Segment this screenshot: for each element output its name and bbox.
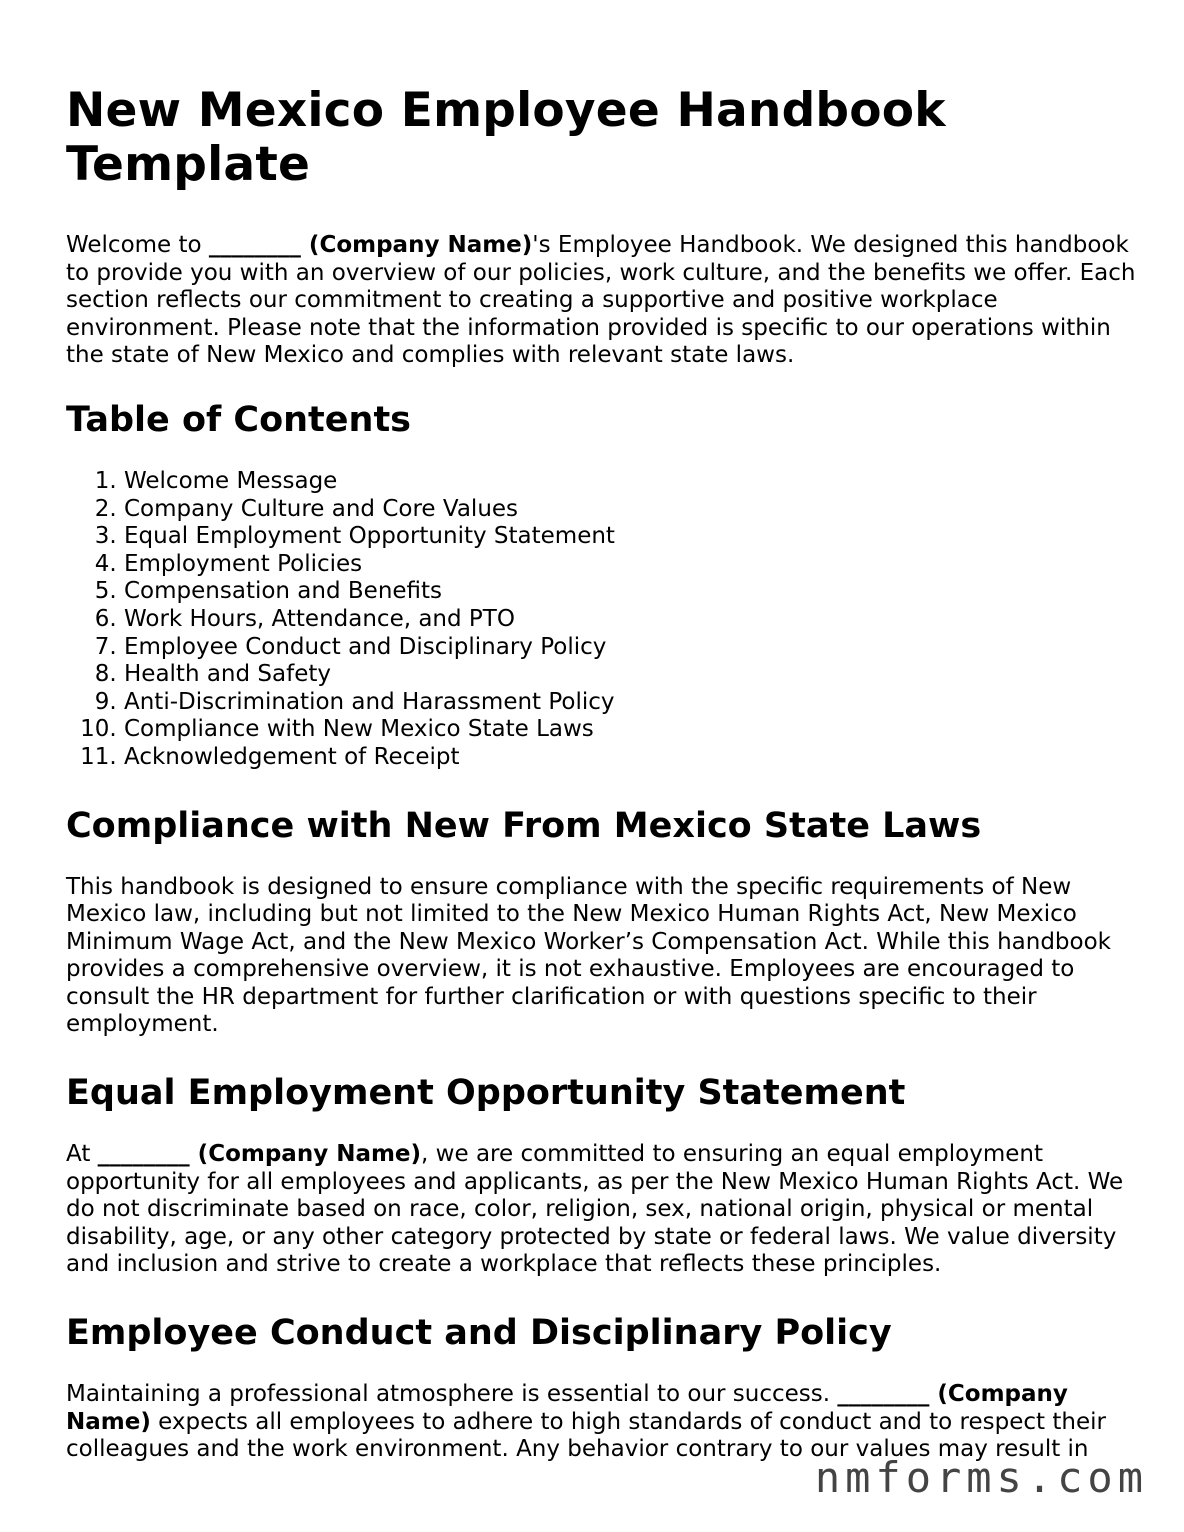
toc-item: 7. Employee Conduct and Disciplinary Policy	[124, 634, 1136, 662]
company-name-blank: ________ (Company Name)	[66, 1381, 1068, 1435]
table-of-contents	[66, 468, 1136, 772]
intro-rest: 's Employee Handbook. We designed this handbook to provide you with an overview of our policies, work culture, and the benefits we offer. Each section reflects our commitment to creating a supportive and positive workplace environment. Please note that the information provided is specific to our operations within the state of New Mexico and complies with relevant state laws.	[66, 232, 1136, 369]
toc-item: 8. Health and Safety	[124, 661, 1136, 689]
document-page	[66, 84, 1136, 1498]
intro-paragraph	[66, 232, 1136, 370]
toc-item: 5. Compensation and Benefits	[124, 578, 1136, 606]
toc-item: 3. Equal Employment Opportunity Statement	[124, 523, 1136, 551]
conduct-paragraph	[66, 1381, 1136, 1464]
page-title: New Mexico Employee Handbook Template	[66, 83, 946, 192]
eeo-paragraph	[66, 1141, 1136, 1279]
toc-item: 1. Welcome Message	[124, 468, 1136, 496]
toc-item: 9. Anti-Discrimination and Harassment Policy	[124, 689, 1136, 717]
site-watermark: nmforms.com	[814, 1453, 1148, 1502]
toc-item: 11. Acknowledgement of Receipt	[124, 744, 1136, 772]
company-name-blank: ________ (Company Name)	[208, 232, 533, 258]
compliance-paragraph: This handbook is designed to ensure compliance with the specific requirements of New Mexico law, including but not limited to the New Mexico Human Rights Act, New Mexico Minimum Wage Act, and the New Mexico Worker’s Compensation Act. While this handbook provides a comprehensive overview, it is not exhaustive. Employees are encouraged to consult the HR department for further clarification or with questions specific to their employment.	[66, 873, 1111, 1038]
intro-prefix: Welcome to	[66, 232, 209, 258]
company-name-blank: ________ (Company Name)	[97, 1141, 422, 1168]
conduct-rest: expects all employees to adhere to high standards of conduct and to respect their colleagues and the work environment. Any behavior contrary to our values may result in	[66, 1408, 1106, 1463]
toc-item: 6. Work Hours, Attendance, and PTO	[124, 606, 1136, 634]
eeo-prefix: At	[66, 1141, 98, 1168]
toc-item: 2. Company Culture and Core Values	[124, 496, 1136, 524]
toc-heading: Table of Contents	[66, 399, 412, 440]
toc-item: 4. Employment Policies	[124, 551, 1136, 579]
conduct-prefix: Maintaining a professional atmosphere is essential to our success.	[66, 1381, 838, 1408]
eeo-heading: Equal Employment Opportunity Statement	[66, 1073, 906, 1114]
conduct-heading: Employee Conduct and Disciplinary Policy	[66, 1313, 892, 1354]
toc-item: 10. Compliance with New Mexico State Laws	[124, 716, 1136, 744]
compliance-heading: Compliance with New From Mexico State Laws	[66, 805, 982, 846]
eeo-rest: , we are committed to ensuring an equal employment opportunity for all employees and applicants, as per the New Mexico Human Rights Act. We do not discriminate based on race, color, religion, sex, national origin, physical or mental disability, age, or any other category protected by state or federal laws. We value diversity and inclusion and strive to create a workplace that reflects these principles.	[66, 1141, 1124, 1278]
